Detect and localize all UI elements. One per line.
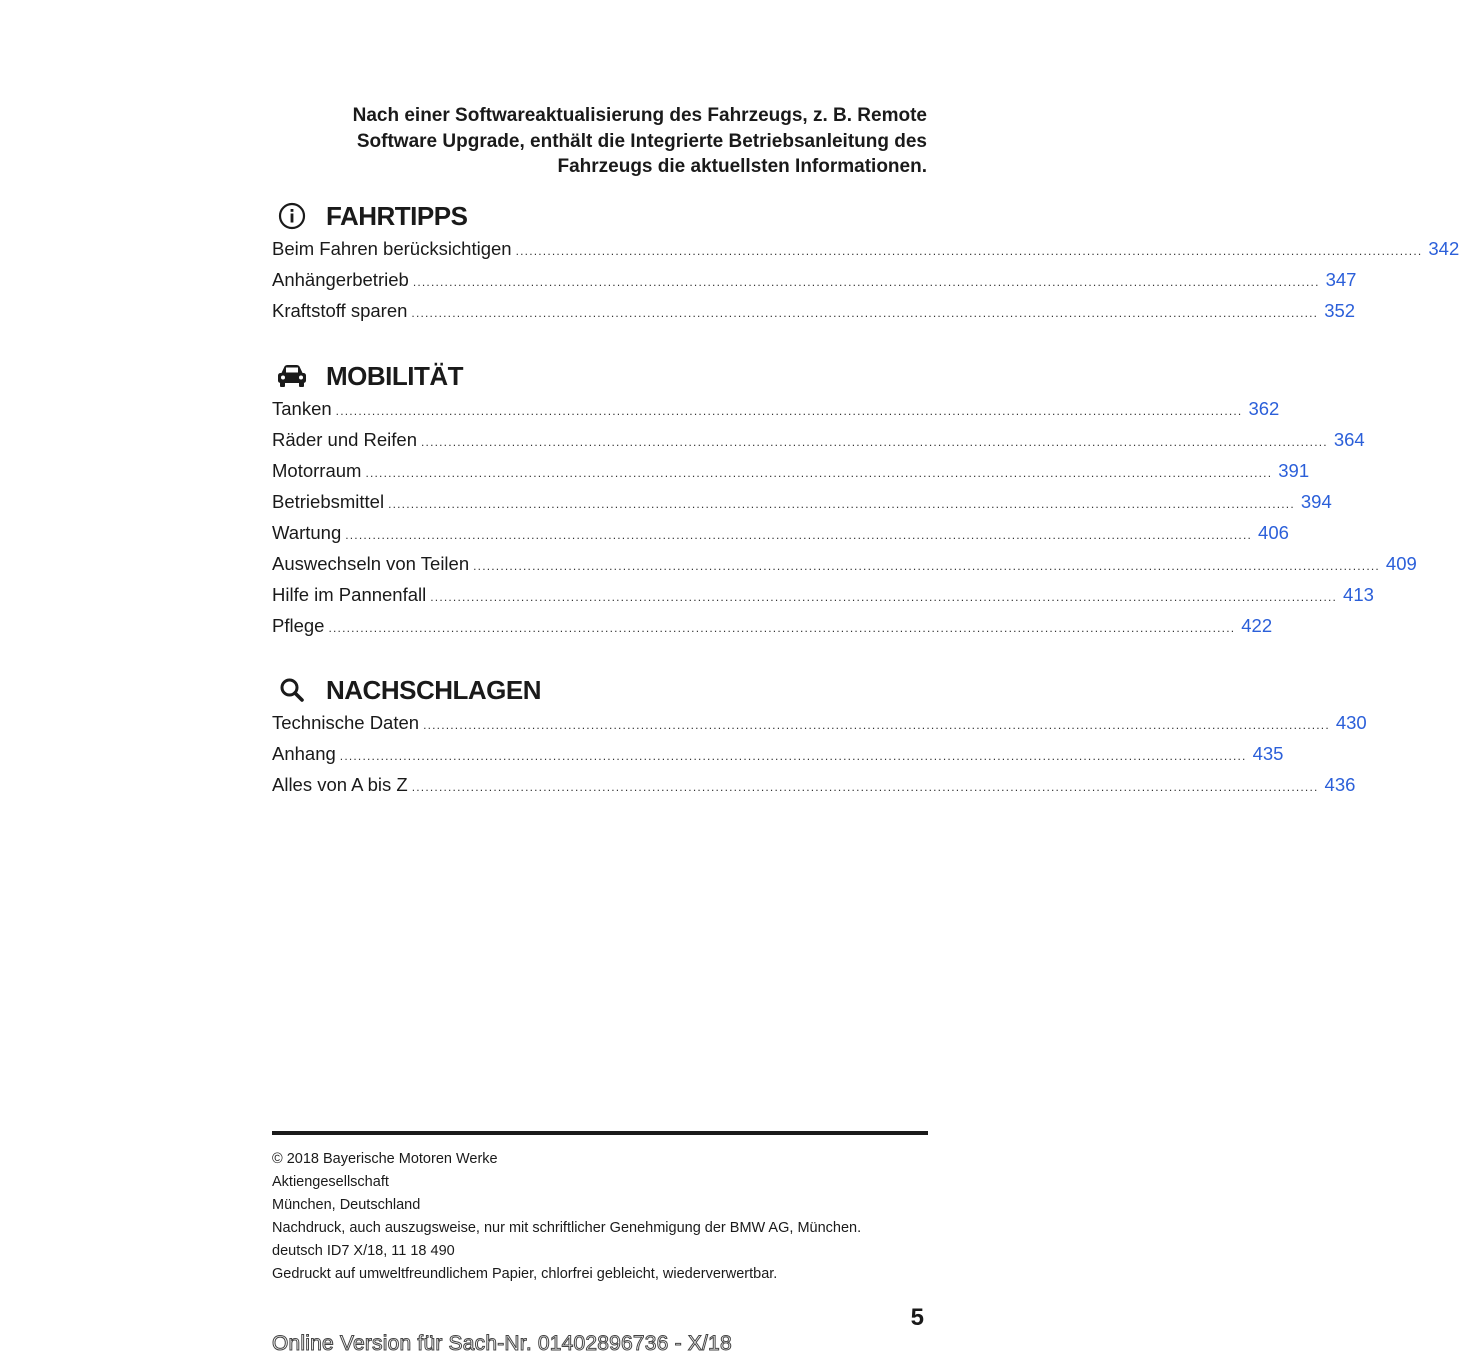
toc-page-link[interactable]: 436 — [1324, 774, 1356, 795]
toc-entry-label: Anhängerbetrieb — [272, 269, 409, 290]
leader-dots: ........................................................................................................................................................................................................ — [473, 559, 1380, 573]
section-title: FAHRTIPPS — [326, 200, 468, 231]
leader-dots: ........................................................................................................................................................................................................ — [430, 590, 1338, 604]
toc-page-link[interactable]: 406 — [1258, 522, 1289, 543]
page-number: 5 — [910, 1304, 924, 1331]
toc-entry[interactable] — [272, 300, 1356, 331]
toc-entry[interactable] — [272, 712, 1367, 743]
section-header-fahrtipps — [272, 196, 467, 236]
toc-entry[interactable] — [272, 491, 1332, 522]
toc-entry[interactable] — [272, 398, 1280, 429]
toc-entry[interactable] — [272, 584, 1374, 615]
toc-page-link[interactable]: 430 — [1335, 712, 1367, 733]
toc-page-link[interactable]: 362 — [1248, 398, 1280, 419]
imprint-line: Gedruckt auf umweltfreundlichem Papier, chlorfrei gebleicht, wiederverwertbar. — [272, 1266, 778, 1282]
toc-page-link[interactable]: 364 — [1333, 429, 1365, 450]
intro-text: Nach einer Softwareaktualisierung des Fahrzeugs, z. B. Remote Software Upgrade, enthält die Integrierte Betriebsanleitung des Fahrzeugs die aktuellsten Informationen. — [352, 105, 927, 177]
imprint-line: München, Deutschland — [272, 1197, 421, 1213]
watermark: Online Version für Sach-Nr. 01402896736 - X/18 — [272, 1332, 732, 1355]
leader-dots: ........................................................................................................................................................................................................ — [388, 497, 1295, 511]
toc-page-link[interactable]: 394 — [1300, 491, 1332, 512]
leader-dots: ........................................................................................................................................................................................................ — [421, 435, 1328, 449]
toc-list-fahrtipps — [272, 238, 1459, 331]
leader-dots: ........................................................................................................................................................................................................ — [411, 780, 1319, 794]
toc-page-link[interactable]: 347 — [1325, 269, 1357, 290]
section-title: NACHSCHLAGEN — [326, 674, 541, 705]
info-icon — [272, 196, 312, 236]
toc-entry[interactable] — [272, 269, 1357, 300]
imprint-line: Nachdruck, auch auszugsweise, nur mit schriftlicher Genehmigung der BMW AG, München. — [272, 1220, 862, 1236]
toc-page-link[interactable]: 409 — [1385, 553, 1417, 574]
leader-dots: ........................................................................................................................................................................................................ — [412, 275, 1320, 289]
toc-entry[interactable] — [272, 238, 1459, 269]
car-icon — [272, 356, 312, 396]
imprint-line: © 2018 Bayerische Motoren Werke — [272, 1151, 498, 1167]
toc-page-link[interactable]: 352 — [1324, 300, 1356, 321]
toc-entry-label: Kraftstoff sparen — [272, 300, 408, 321]
toc-entry-label: Auswechseln von Teilen — [272, 553, 470, 574]
leader-dots: ........................................................................................................................................................................................................ — [365, 466, 1273, 480]
imprint-block — [272, 1148, 932, 1286]
leader-dots: ........................................................................................................................................................................................................ — [328, 621, 1236, 635]
toc-entry[interactable] — [272, 743, 1284, 774]
toc-entry[interactable] — [272, 522, 1289, 553]
leader-dots: ........................................................................................................................................................................................................ — [335, 404, 1243, 418]
toc-page-link[interactable]: 342 — [1428, 238, 1459, 259]
toc-entry-label: Technische Daten — [272, 712, 420, 733]
toc-entry-label: Hilfe im Pannenfall — [272, 584, 427, 605]
leader-dots: ........................................................................................................................................................................................................ — [515, 244, 1423, 258]
leader-dots: ........................................................................................................................................................................................................ — [423, 718, 1330, 732]
toc-entry-label: Beim Fahren berücksichtigen — [272, 238, 512, 259]
section-header-nachschlagen — [272, 670, 541, 710]
leader-dots: ........................................................................................................................................................................................................ — [411, 306, 1319, 320]
imprint-line: deutsch ID7 X/18, 11 18 490 — [272, 1243, 455, 1259]
toc-entry-label: Tanken — [272, 398, 332, 419]
toc-page-link[interactable]: 413 — [1343, 584, 1374, 605]
toc-entry-label: Räder und Reifen — [272, 429, 418, 450]
leader-dots: ........................................................................................................................................................................................................ — [345, 528, 1253, 542]
divider-rule — [272, 1131, 928, 1135]
toc-list-mobilitaet — [272, 398, 1417, 646]
toc-page-link[interactable]: 422 — [1241, 615, 1273, 636]
toc-entry-label: Pflege — [272, 615, 325, 636]
toc-entry-label: Betriebsmittel — [272, 491, 385, 512]
toc-entry-label: Anhang — [272, 743, 336, 764]
toc-page-link[interactable]: 435 — [1252, 743, 1284, 764]
toc-page-link[interactable]: 391 — [1278, 460, 1310, 481]
section-header-mobilitaet — [272, 356, 463, 396]
toc-entry[interactable] — [272, 460, 1310, 491]
toc-entry-label: Motorraum — [272, 460, 362, 481]
toc-entry[interactable] — [272, 615, 1273, 646]
toc-entry-label: Wartung — [272, 522, 342, 543]
toc-entry-label: Alles von A bis Z — [272, 774, 408, 795]
search-icon — [272, 670, 312, 710]
section-title: MOBILITÄT — [326, 360, 464, 391]
toc-list-nachschlagen — [272, 712, 1367, 805]
toc-entry[interactable] — [272, 429, 1365, 460]
toc-entry[interactable] — [272, 774, 1356, 805]
leader-dots: ........................................................................................................................................................................................................ — [339, 749, 1247, 763]
imprint-line: Aktiengesellschaft — [272, 1174, 389, 1190]
toc-entry[interactable] — [272, 553, 1417, 584]
